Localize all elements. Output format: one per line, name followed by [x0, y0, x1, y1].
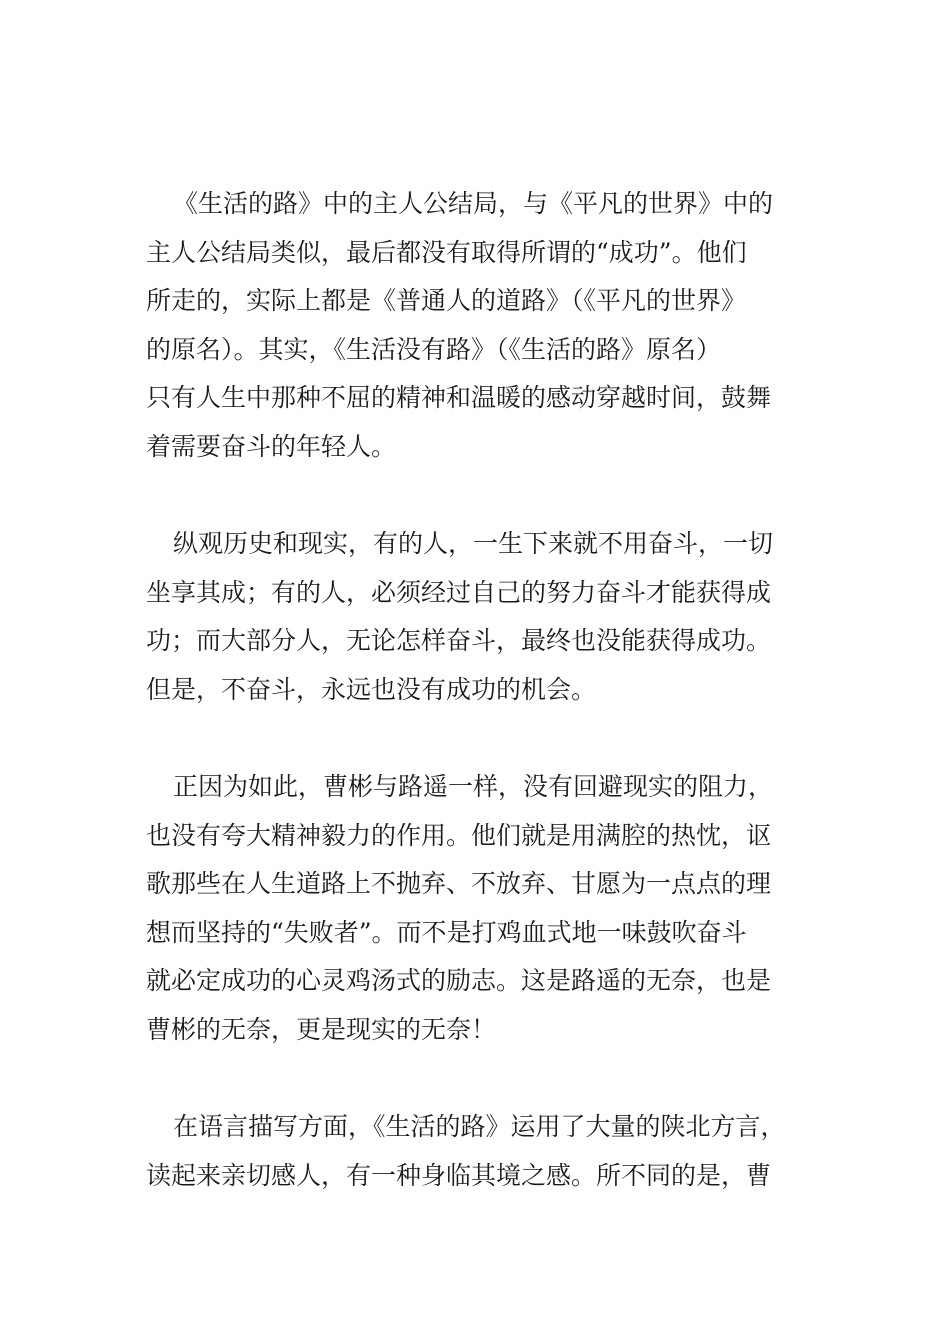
text-line: 曹彬的无奈，更是现实的无奈！	[146, 1014, 497, 1044]
text-line: 只有人生中那种不屈的精神和温暖的感动穿越时间，鼓舞	[146, 383, 772, 412]
text-line: 坐享其成；有的人，必须经过自己的努力奋斗才能获得成	[146, 577, 772, 607]
text-line: 但是，不奋斗，永远也没有成功的机会。	[146, 674, 597, 704]
text-line: 歌那些在人生道路上不抛弃、不放弃、甘愿为一点点的理	[146, 869, 772, 898]
document-body	[146, 180, 818, 1200]
text-line: 的原名）。其实，《生活没有路》（《生活的路》原名）	[146, 334, 722, 364]
text-line: 着需要奋斗的年轻人。	[146, 431, 397, 461]
text-line: 《生活的路》中的主人公结局，与《平凡的世界》中的	[173, 189, 774, 218]
text-line: 想而坚持的“失败者”。而不是打鸡血式地一味鼓吹奋斗	[146, 917, 747, 947]
text-line: 所走的，实际上都是《普通人的道路》（《平凡的世界》	[146, 286, 747, 315]
text-line: 功；而大部分人，无论怎样奋斗，最终也没能获得成功。	[146, 626, 772, 655]
text-line: 主人公结局类似，最后都没有取得所谓的“成功”。他们	[146, 237, 747, 267]
paragraph-1	[146, 180, 818, 471]
text-line: 就必定成功的心灵鸡汤式的励志。这是路遥的无奈，也是	[146, 966, 772, 995]
paragraph-4	[146, 1103, 818, 1200]
text-line: 读起来亲切感人，有一种身临其境之感。所不同的是，曹	[146, 1160, 772, 1190]
text-line: 也没有夸大精神毅力的作用。他们就是用满腔的热忱，讴	[146, 820, 772, 850]
text-line: 纵观历史和现实，有的人，一生下来就不用奋斗，一切	[173, 529, 774, 558]
text-line: 在语言描写方面，《生活的路》运用了大量的陕北方言，	[173, 1112, 786, 1141]
paragraph-3	[146, 763, 818, 1054]
text-line: 正因为如此，曹彬与路遥一样，没有回避现实的阻力，	[173, 772, 774, 801]
paragraph-2	[146, 520, 818, 714]
